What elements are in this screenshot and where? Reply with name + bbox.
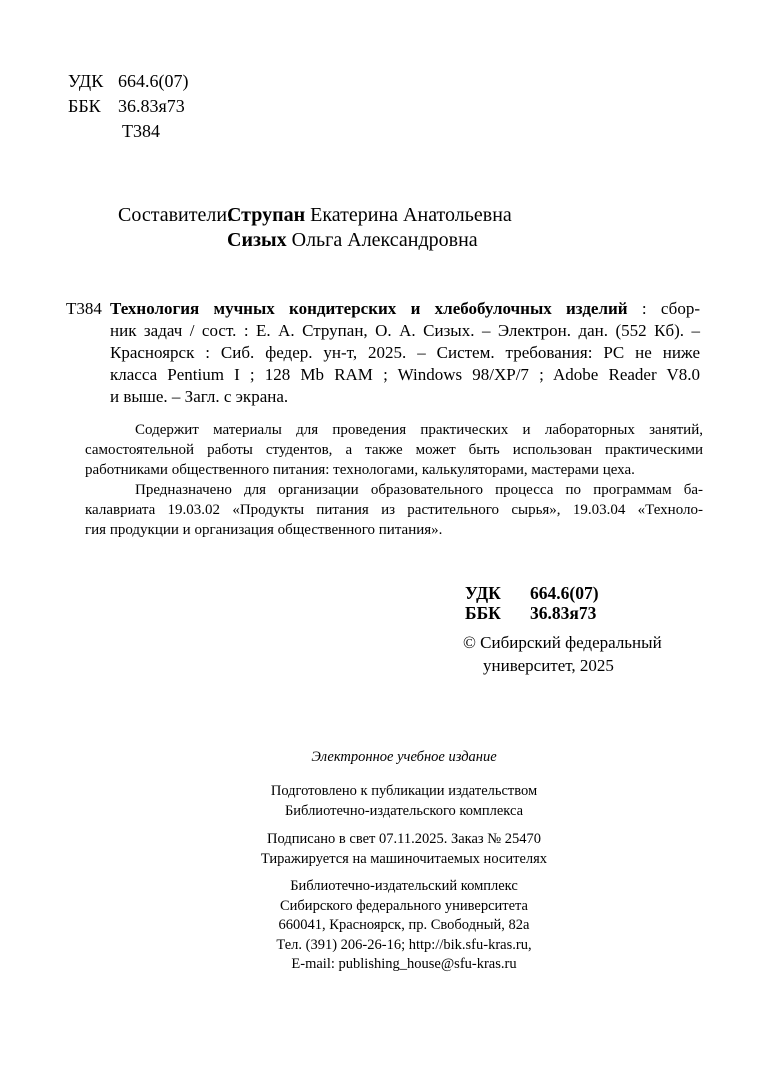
annotation-line: Содержит материалы для проведения практических и лабораторных занятий, — [135, 422, 703, 438]
publisher-address-block — [44, 877, 764, 975]
bbk-value: 36.83я73 — [530, 603, 597, 623]
publisher-line: Сибирского федерального университета — [280, 897, 528, 914]
signed-block — [44, 830, 764, 869]
annotation-block — [85, 420, 703, 540]
entry-line: ник задач / сост. : Е. А. Струпан, О. А. Сизых. – Электрон. дан. (552 Кб). – — [110, 321, 700, 340]
compiler-name — [227, 203, 512, 228]
udc-row — [68, 69, 189, 94]
compilers-block — [118, 203, 512, 253]
entry-author-sign: Т384 — [66, 299, 102, 318]
annotation-line: калавриата 19.03.02 «Продукты питания из растительного сырья», 19.03.04 «Техноло- — [85, 502, 703, 518]
annotation-paragraph — [85, 480, 703, 540]
udc-value: 664.6(07) — [118, 71, 189, 91]
udc-row — [465, 583, 599, 603]
author-sign-row — [68, 119, 189, 144]
publisher-line: Тел. (391) 206-26-16; http://bik.sfu-kras.ru, — [276, 936, 532, 953]
entry-line: и выше. – Загл. с экрана. — [110, 387, 289, 406]
publisher-line: Библиотечно-издательский комплекс — [290, 878, 518, 894]
udc-label: УДК — [68, 71, 104, 91]
prepared-line: Библиотечно-издательского комплекса — [284, 802, 524, 819]
annotation-paragraph — [85, 420, 703, 480]
entry-title: Технология мучных кондитерских и хлебобулочных изделий — [110, 299, 628, 318]
bbk-label: ББК — [68, 96, 101, 116]
bbk-row — [68, 94, 189, 119]
copyright-line: © Сибирский федеральный — [463, 633, 662, 652]
top-classification-block — [68, 69, 189, 144]
entry-text — [110, 298, 700, 408]
bbk-value: 36.83я73 — [118, 96, 185, 116]
annotation-line: работниками общественного питания: технологами, калькуляторами, мастерами цеха. — [85, 462, 635, 478]
prepared-block — [44, 782, 764, 821]
entry-line: Красноярск : Сиб. федер. ун-т, 2025. – Систем. требования: PC не ниже — [110, 343, 700, 362]
udc-value: 664.6(07) — [530, 583, 599, 603]
catalog-entry — [66, 298, 700, 408]
annotation-line: Предназначено для организации образовательного процесса по программам ба- — [135, 482, 703, 498]
compilers-label: Составители: — [118, 204, 233, 226]
bbk-row — [465, 603, 599, 623]
compiler-surname: Сизых — [227, 229, 287, 251]
author-sign: Т384 — [122, 121, 160, 141]
entry-title-rest: : сбор- — [627, 299, 700, 318]
annotation-line: самостоятельной работы студентов, а также может быть использован практическими — [85, 442, 703, 458]
copyright-block — [463, 631, 662, 677]
publisher-line: 660041, Красноярск, пр. Свободный, 82а — [278, 917, 530, 933]
compilers-names — [227, 203, 512, 253]
compiler-given-names: Екатерина Анатольевна — [305, 204, 512, 226]
compiler-given-names: Ольга Александровна — [286, 229, 478, 251]
bbk-label: ББК — [465, 603, 501, 623]
copyright-line: университет, 2025 — [483, 656, 614, 675]
entry-line — [110, 298, 700, 320]
publisher-line: E-mail: publishing_house@sfu-kras.ru — [291, 956, 517, 972]
annotation-line: гия продукции и организация общественного питания». — [85, 522, 443, 538]
prepared-line: Подготовлено к публикации издательством — [270, 783, 538, 799]
entry-line: класса Pentium I ; 128 Mb RAM ; Windows 98/XP/7 ; Adobe Reader V8.0 — [110, 365, 700, 384]
compiler-name — [227, 228, 512, 253]
bottom-classification-block — [465, 583, 599, 623]
signed-line: Подписано в свет 07.11.2025. Заказ № 25470 — [267, 831, 541, 847]
compiler-surname: Струпан — [227, 204, 306, 226]
signed-line: Тиражируется на машиночитаемых носителях — [260, 850, 548, 867]
edition-type-line: Электронное учебное издание — [311, 749, 497, 765]
udc-label: УДК — [465, 583, 501, 603]
